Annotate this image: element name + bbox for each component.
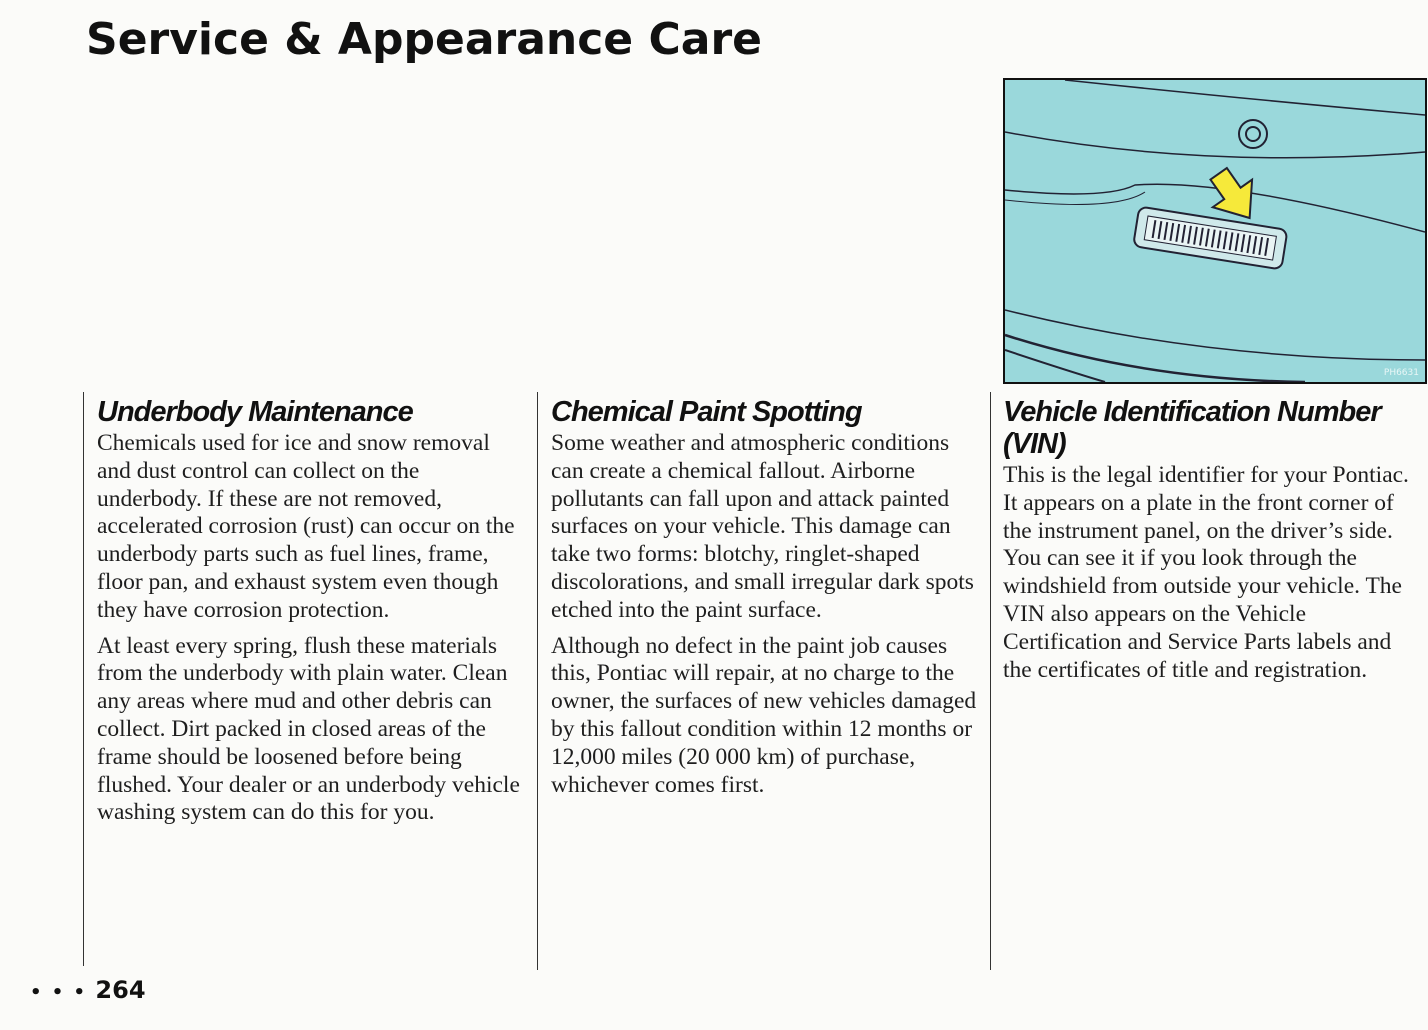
page-number-value: 264 bbox=[95, 976, 146, 1004]
heading-chemical-paint-spotting: Chemical Paint Spotting bbox=[551, 396, 862, 428]
dashboard-windshield-drawing bbox=[1005, 80, 1425, 382]
column-vehicle-identification-number bbox=[1003, 396, 1421, 692]
column-underbody-maintenance bbox=[97, 396, 529, 835]
figure-code: PH6631 bbox=[1383, 368, 1419, 378]
paragraph: Chemicals used for ice and snow removal and dust control can collect on the underbody. If these are not removed, accelerated corrosion (rust) can occur on the underbody parts such as fuel lines, frame, floor pan, and exhaust system even though they have corrosion protection. bbox=[97, 430, 515, 623]
page-number bbox=[30, 976, 146, 1004]
paragraph: Although no defect in the paint job causes this, Pontiac will repair, at no charge to the owner, the surfaces of new vehicles damaged by this fallout condition within 12 months or 12,000 miles (20 000 km) of purchase, whichever comes first. bbox=[551, 632, 977, 798]
paragraph: At least every spring, flush these materials from the underbody with plain water. Clean any areas where mud and other debris can collect. Dirt packed in closed areas of the frame should be loosened before being flushed. Your dealer or an underbody vehicle washing system can do this for you. bbox=[97, 632, 520, 826]
heading-vin: Vehicle Identification Number (VIN) bbox=[1003, 396, 1381, 460]
vin-plate-illustration bbox=[1003, 78, 1427, 384]
column-chemical-paint-spotting bbox=[551, 396, 979, 807]
column-divider-left bbox=[83, 392, 84, 966]
column-divider-right bbox=[990, 392, 991, 970]
paragraph: Some weather and atmospheric conditions can create a chemical fallout. Airborne pollutants can fall upon and attack painted surfaces on your vehicle. This damage can take two forms: blotchy, ringlet-shaped discolorations, and small irregular dark spots etched into the paint surface. bbox=[551, 430, 974, 623]
column-divider-middle bbox=[537, 392, 538, 970]
heading-underbody-maintenance: Underbody Maintenance bbox=[97, 396, 413, 428]
page-number-dots: • • • bbox=[30, 982, 88, 1003]
paragraph: This is the legal identifier for your Pontiac. It appears on a plate in the front corner of the instrument panel, on the driver’s side. You can see it if you look through the windshield from outside your vehicle. The VIN also appears on the Vehicle Certification and Service Parts labels and the certificates of title and registration. bbox=[1003, 462, 1409, 683]
page-title: Service & Appearance Care bbox=[86, 14, 762, 65]
